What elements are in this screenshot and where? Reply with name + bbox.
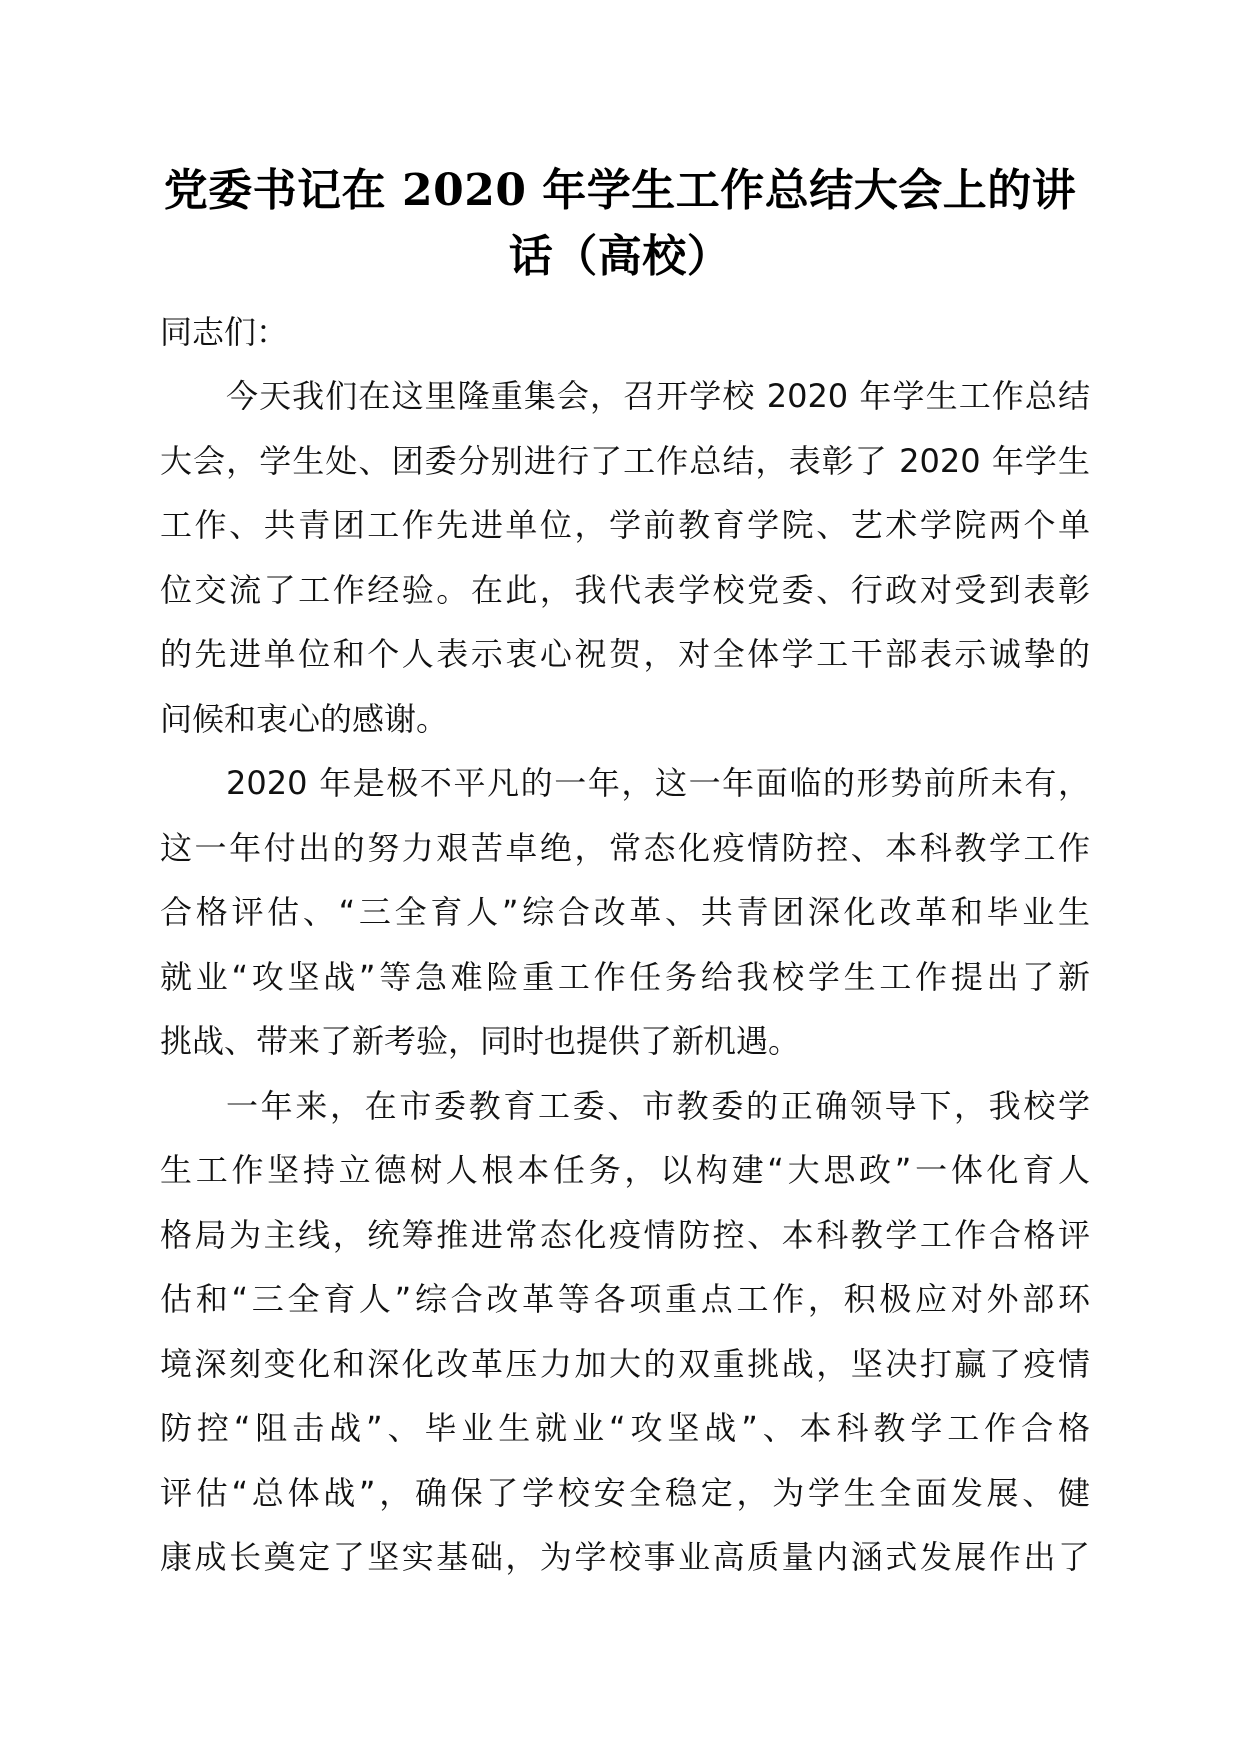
paragraph-line: 工作、共青团工作先进单位，学前教育学院、艺术学院两个单 (160, 506, 1090, 544)
paragraph-line: 格局为主线，统筹推进常态化疫情防控、本科教学工作合格评 (160, 1215, 1090, 1254)
paragraph-line: 评估“总体战”，确保了学校安全稳定，为学生全面发展、健 (160, 1473, 1090, 1512)
paragraph-line: 2020 年是极不平凡的一年，这一年面临的形势前所未有， (226, 764, 1090, 802)
paragraph-line: 合格评估、“三全育人”综合改革、共青团深化改革和毕业生 (160, 893, 1090, 931)
paragraph-line: 位交流了工作经验。在此，我代表学校党委、行政对受到表彰 (160, 570, 1090, 609)
paragraph-line: 大会，学生处、团委分别进行了工作总结，表彰了 2020 年学生 (160, 441, 1090, 480)
paragraph-line: 康成长奠定了坚实基础，为学校事业高质量内涵式发展作出了 (160, 1538, 1090, 1576)
paragraph-line: 就业“攻坚战”等急难险重工作任务给我校学生工作提出了新 (160, 957, 1090, 996)
title-line: 党委书记在 2020 年学生工作总结大会上的讲 (163, 165, 1077, 216)
paragraph-line: 挑战、带来了新考验，同时也提供了新机遇。 (160, 1022, 801, 1060)
paragraph (160, 1074, 1090, 1590)
document-title (150, 158, 1090, 290)
salutation: 同志们： (160, 313, 289, 351)
paragraph-line: 境深刻变化和深化改革压力加大的双重挑战，坚决打赢了疫情 (160, 1344, 1090, 1383)
paragraph-line: 一年来，在市委教育工委、市教委的正确领导下，我校学 (226, 1086, 1090, 1125)
paragraph-line: 今天我们在这里隆重集会，召开学校 2020 年学生工作总结 (226, 377, 1090, 415)
paragraph-line: 生工作坚持立德树人根本任务，以构建“大思政”一体化育人 (160, 1151, 1090, 1189)
title-line: 话（高校） (508, 231, 732, 282)
paragraph-line: 这一年付出的努力艰苦卓绝，常态化疫情防控、本科教学工作 (160, 828, 1090, 867)
paragraph-line: 的先进单位和个人表示衷心祝贺，对全体学工干部表示诚挚的 (160, 635, 1090, 673)
paragraph-line: 防控“阻击战”、毕业生就业“攻坚战”、本科教学工作合格 (160, 1409, 1090, 1447)
paragraph-line: 估和“三全育人”综合改革等各项重点工作，积极应对外部环 (160, 1280, 1090, 1318)
paragraph (160, 751, 1090, 1074)
paragraph (160, 364, 1090, 751)
paragraph-line: 问候和衷心的感谢。 (160, 699, 449, 738)
document-body (160, 300, 1090, 1590)
